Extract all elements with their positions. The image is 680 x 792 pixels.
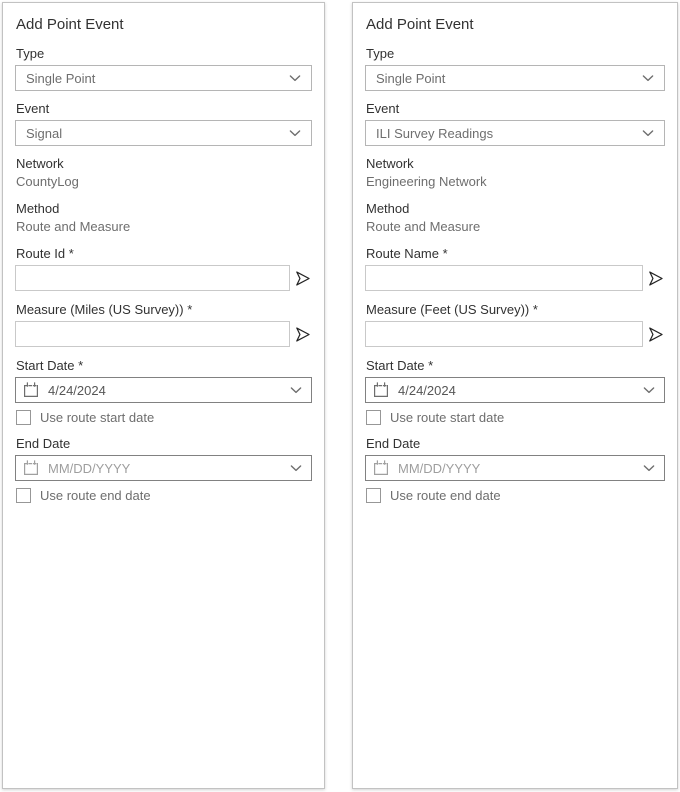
end-date-placeholder: MM/DD/YYYY <box>398 460 481 476</box>
measure-row <box>15 321 312 347</box>
calendar-icon <box>373 460 389 476</box>
use-route-end-date-label: Use route end date <box>40 488 151 503</box>
use-route-start-date-label: Use route start date <box>390 410 505 425</box>
use-route-end-date-label: Use route end date <box>390 488 501 503</box>
type-select-value: Single Point <box>26 70 96 86</box>
use-route-start-date-checkbox[interactable] <box>366 410 381 425</box>
route-name-input[interactable] <box>365 265 643 291</box>
type-select-value: Single Point <box>376 70 446 86</box>
chevron-down-icon <box>290 465 302 472</box>
event-label: Event <box>16 101 50 116</box>
measure-label: Measure (Feet (US Survey)) * <box>366 302 538 317</box>
select-on-map-arrow-icon <box>293 269 312 288</box>
start-date-picker[interactable] <box>15 377 312 403</box>
select-on-map-arrow-icon <box>293 325 312 344</box>
route-pick-on-map-button[interactable] <box>292 268 312 288</box>
method-value: Route and Measure <box>366 219 481 234</box>
method-label: Method <box>16 201 60 216</box>
use-route-start-date-row[interactable] <box>365 410 665 425</box>
method-value: Route and Measure <box>16 219 131 234</box>
add-point-event-panel-left <box>2 2 325 789</box>
panel-title: Add Point Event <box>16 16 124 33</box>
route-name-label: Route Name * <box>366 246 448 261</box>
end-date-picker[interactable] <box>365 455 665 481</box>
type-label: Type <box>16 46 45 61</box>
type-label: Type <box>366 46 395 61</box>
chevron-down-icon <box>290 387 302 394</box>
end-date-label: End Date <box>366 436 421 451</box>
chevron-down-icon <box>289 75 301 82</box>
chevron-down-icon <box>289 130 301 137</box>
start-date-value: 4/24/2024 <box>48 382 106 398</box>
use-route-end-date-row[interactable] <box>15 488 312 503</box>
network-label: Network <box>16 156 64 171</box>
use-route-start-date-row[interactable] <box>15 410 312 425</box>
chevron-down-icon <box>642 75 654 82</box>
panel-title: Add Point Event <box>366 16 474 33</box>
route-id-input[interactable] <box>15 265 290 291</box>
method-label: Method <box>366 201 410 216</box>
calendar-icon <box>23 460 39 476</box>
start-date-label: Start Date * <box>16 358 84 373</box>
event-select[interactable] <box>365 120 665 146</box>
event-select[interactable] <box>15 120 312 146</box>
type-select[interactable] <box>365 65 665 91</box>
event-select-value: ILI Survey Readings <box>376 125 494 141</box>
end-date-picker[interactable] <box>15 455 312 481</box>
route-name-row <box>365 265 665 291</box>
chevron-down-icon <box>643 465 655 472</box>
add-point-event-panel-right <box>352 2 678 789</box>
measure-pick-on-map-button[interactable] <box>645 324 665 344</box>
chevron-down-icon <box>642 130 654 137</box>
use-route-start-date-label: Use route start date <box>40 410 155 425</box>
network-value: Engineering Network <box>366 174 487 189</box>
use-route-end-date-checkbox[interactable] <box>366 488 381 503</box>
measure-input[interactable] <box>365 321 643 347</box>
type-select[interactable] <box>15 65 312 91</box>
measure-input[interactable] <box>15 321 290 347</box>
chevron-down-icon <box>643 387 655 394</box>
use-route-end-date-checkbox[interactable] <box>16 488 31 503</box>
calendar-icon <box>23 382 39 398</box>
select-on-map-arrow-icon <box>646 325 665 344</box>
network-value: CountyLog <box>16 174 79 189</box>
end-date-placeholder: MM/DD/YYYY <box>48 460 131 476</box>
start-date-value: 4/24/2024 <box>398 382 456 398</box>
start-date-label: Start Date * <box>366 358 434 373</box>
route-pick-on-map-button[interactable] <box>645 268 665 288</box>
route-id-row <box>15 265 312 291</box>
route-id-label: Route Id * <box>16 246 74 261</box>
network-label: Network <box>366 156 414 171</box>
measure-pick-on-map-button[interactable] <box>292 324 312 344</box>
calendar-icon <box>373 382 389 398</box>
start-date-picker[interactable] <box>365 377 665 403</box>
event-select-value: Signal <box>26 125 63 141</box>
measure-label: Measure (Miles (US Survey)) * <box>16 302 193 317</box>
measure-row <box>365 321 665 347</box>
end-date-label: End Date <box>16 436 71 451</box>
use-route-start-date-checkbox[interactable] <box>16 410 31 425</box>
select-on-map-arrow-icon <box>646 269 665 288</box>
event-label: Event <box>366 101 400 116</box>
use-route-end-date-row[interactable] <box>365 488 665 503</box>
